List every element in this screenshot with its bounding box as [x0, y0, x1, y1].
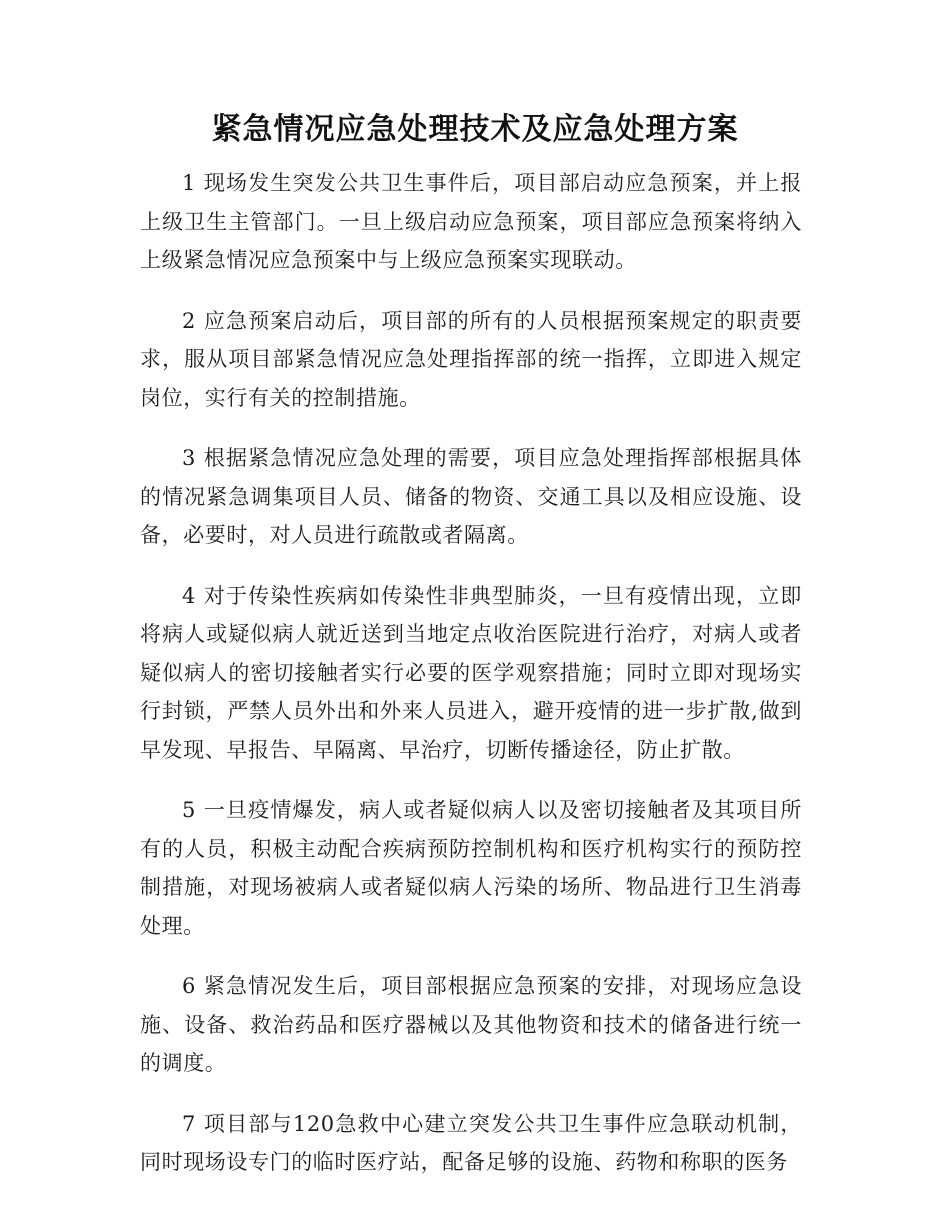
document-title: 紧急情况应急处理技术及应急处理方案	[211, 112, 739, 147]
paragraph-6: 6 紧急情况发生后，项目部根据应急预案的安排，对现场应急设施、设备、救治药品和医疗器械以及其他物资和技术的储备进行统一的调度。	[140, 974, 802, 1075]
paragraph-3: 3 根据紧急情况应急处理的需要，项目应急处理指挥部根据具体的情况紧急调集项目人员、储备的物资、交通工具以及相应设施、设备，必要时，对人员进行疏散或者隔离。	[140, 446, 802, 547]
document-body	[140, 164, 802, 1204]
paragraph-2: 2 应急预案启动后，项目部的所有的人员根据预案规定的职责要求，服从项目部紧急情况应急处理指挥部的统一指挥，立即进入规定岗位，实行有关的控制措施。	[140, 308, 802, 410]
paragraph-5: 5 一旦疫情爆发，病人或者疑似病人以及密切接触者及其项目所有的人员，积极主动配合疾病预防控制机构和医疗机构实行的预防控制措施，对现场被病人或者疑似病人污染的场所、物品进行卫生消毒处理。	[140, 798, 802, 938]
paragraph-4: 4 对于传染性疾病如传染性非典型肺炎，一旦有疫情出现，立即将病人或疑似病人就近送到当地定点收治医院进行治疗，对病人或者疑似病人的密切接触者实行必要的医学观察措施；同时立即对现场实行封锁，严禁人员外出和外来人员进入，避开疫情的进一步扩散,做到早发现、早报告、早隔离、早治疗，切断传播途径，防止扩散。	[140, 583, 802, 762]
paragraph-1: 1 现场发生突发公共卫生事件后，项目部启动应急预案，并上报上级卫生主管部门。一旦上级启动应急预案，项目部应急预案将纳入上级紧急情况应急预案中与上级应急预案实现联动。	[140, 171, 802, 272]
paragraph-7: 7 项目部与120急救中心建立突发公共卫生事件应急联动机制，同时现场设专门的临时医疗站，配备足够的设施、药物和称职的医务	[140, 1111, 802, 1174]
